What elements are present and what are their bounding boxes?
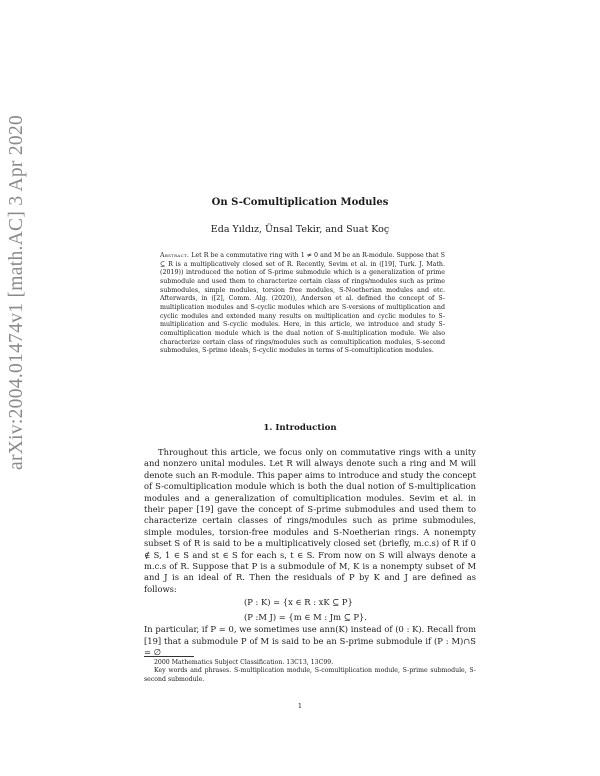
body-text [144,447,476,659]
abstract-text: Let R be a commutative ring with 1 ≠ 0 and M be an R-module. Suppose that S ⊆ R is a multiplicatively closed set of R. Recently, Sevim et al. in ([19], Turk. J. Math. (2019)) introduced the notion of S-prime submodule which is a generalization of prime submodule and used them to characterize certain class of rings/modules such as prime submodules, simple modules, torsion free modules, S-Noetherian modules and etc. Afterwards, in ([2], Comm. Alg. (2020)), Anderson et al. defined the concept of S-multiplication modules and S-cyclic modules which are S-versions of multiplication and cyclic modules and extended many results on multiplication and cyclic modules to S-multiplication and S-cyclic modules. Here, in this article, we introduce and study S-comultiplication module which is the dual notion of S-multiplication module. We also characterize certain class of rings/modules such as comultiplication modules, S-second submodules, S-prime ideals, S-cyclic modules in terms of S-comultiplication modules. [160,252,445,355]
footnotes [144,659,476,684]
author-list: Eda Yıldız, Ünsal Tekir, and Suat Koç [210,224,390,235]
paper-title: On S-Comultiplication Modules [211,197,389,208]
page-number: 1 [297,702,303,710]
abstract [160,252,445,356]
footnote-rule [144,656,194,657]
arxiv-side-stamp: arXiv:2004.01474v1 [math.AC] 3 Apr 2020 [6,114,27,470]
equation-residual-ideal: (P : K) = {x ∈ R : xK ⊆ P} [244,597,353,608]
section-heading: 1. Introduction [263,423,337,433]
paragraph-intro: Throughout this article, we focus only on commutative rings with a unity and nonzero unital modules. Let R will always denote such a ring and M will denote such an R-module. This paper aims to introduce and study the concept of S-comultiplication module which is both the dual notion of S-multiplication modules and a generalization of comultiplication modules. Sevim et al. in their paper [19] gave the concept of S-prime submodules and used them to characterize certain classes of rings/modules such as prime submodules, simple modules, torsion-free modules and S-Noetherian rings. A nonempty subset S of R is said to be a multiplicatively closed set (briefly, m.c.s) of R if 0 ∉ S, 1 ∈ S and st ∈ S for each s, t ∈ S. From now on S will always denote a m.c.s of R. Suppose that P is a submodule of M, K is a nonempty subset of M and J is an ideal of R. Then the residuals of P by K and J are defined as follows: [144,447,476,594]
footnote-keywords: Key words and phrases. S-multiplication module, S-comultiplication module, S-prime submodule, S-second submodule. [144,667,476,683]
abstract-label: Abstract. [160,252,190,259]
equation-residual-submodule: (P :M J) = {m ∈ M : Jm ⊆ P}. [244,611,367,622]
footnote-msc: 2000 Mathematics Subject Classification. 13C13, 13C99. [154,659,334,666]
paragraph-s-prime: In particular, if P = 0, we sometimes use ann(K) instead of (0 : K). Recall from [19] that a submodule P of M is said to be an S-prime submodule if (P : M)∩S = ∅ [144,624,476,658]
